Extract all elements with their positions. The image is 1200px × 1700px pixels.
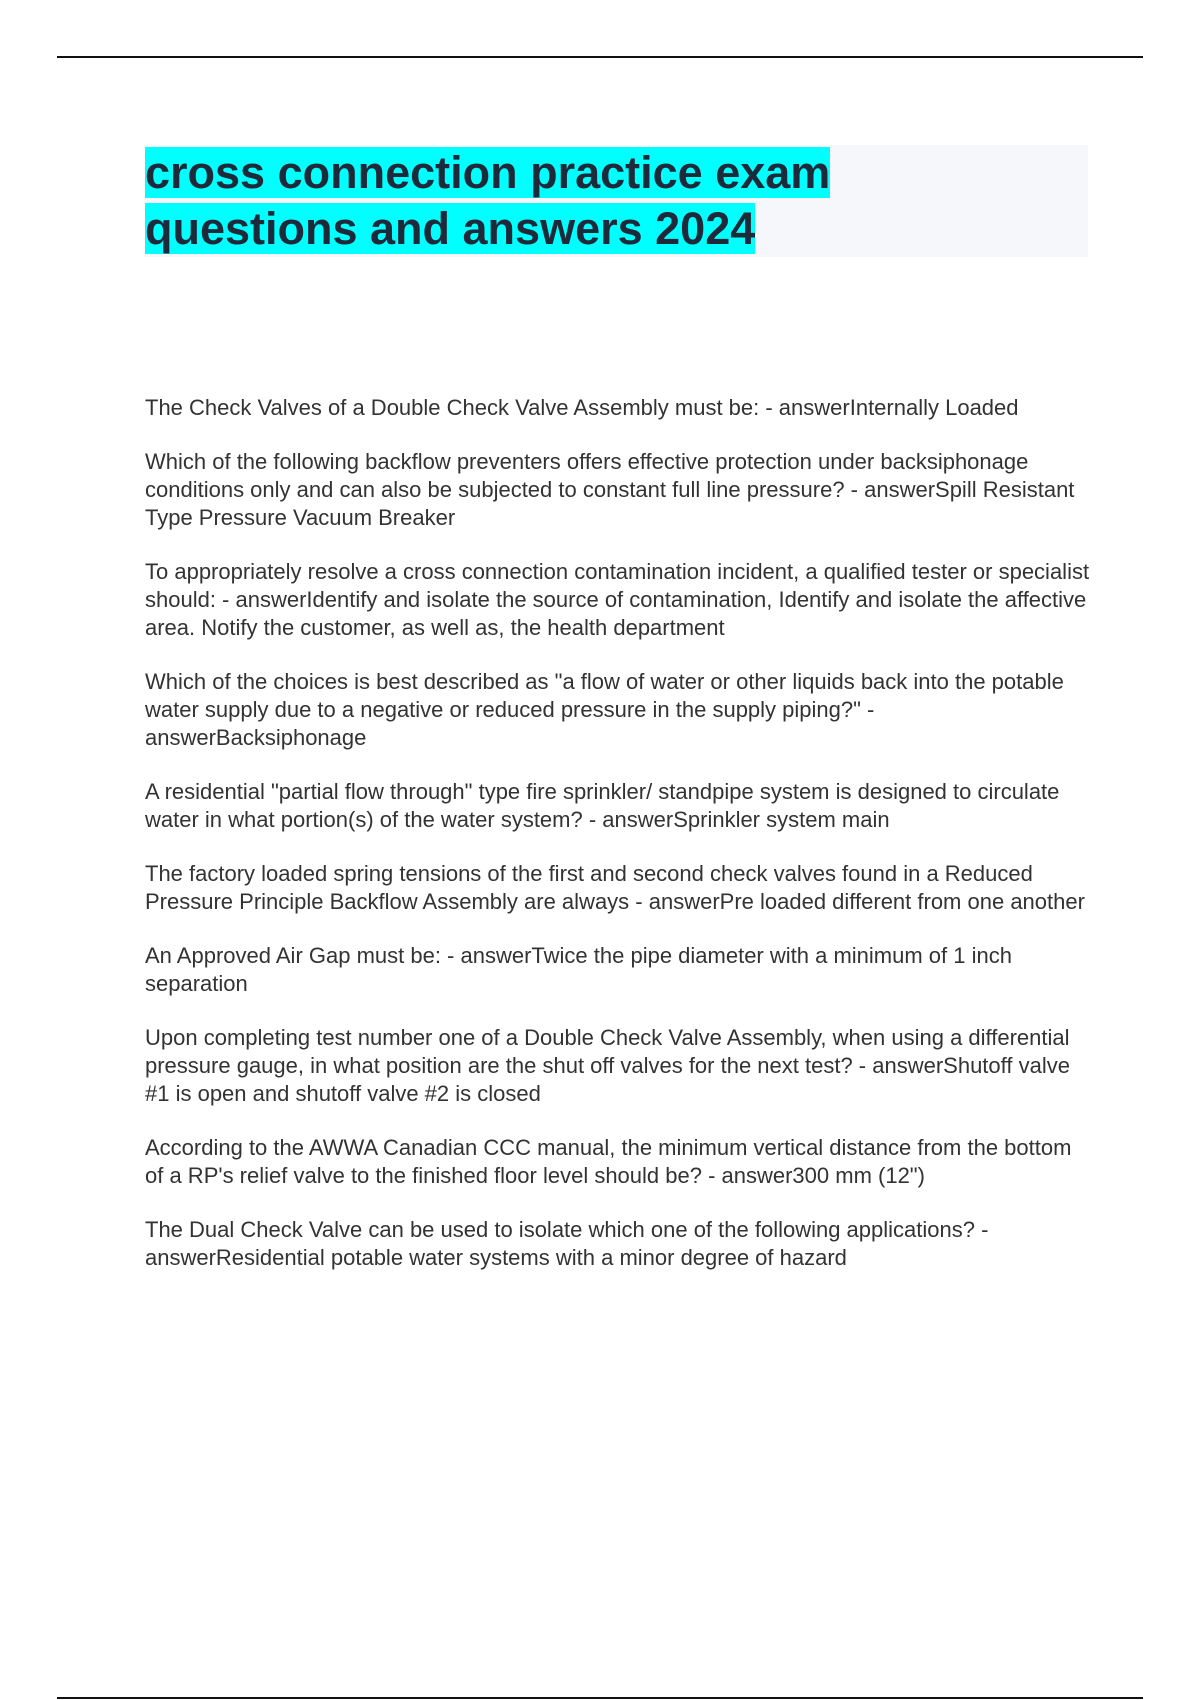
- qa-item-10: The Dual Check Valve can be used to isolate which one of the following applications? - answerResidential potable water systems with a minor degree of hazard: [145, 1217, 989, 1270]
- qa-item-2: Which of the following backflow preventers offers effective protection under backsiphonage conditions only and can also be subjected to constant full line pressure? - answerSpill Resistant Type Pressure Vacuum Breaker: [145, 449, 1075, 530]
- qa-list: [145, 394, 1095, 1298]
- title-line-2: questions and answers 2024: [145, 203, 756, 254]
- title-line-1: cross connection practice exam: [145, 147, 831, 198]
- bottom-divider: [57, 1697, 1143, 1699]
- top-divider: [57, 56, 1143, 58]
- qa-item-1: The Check Valves of a Double Check Valve Assembly must be: - answerInternally Loaded: [145, 395, 1019, 420]
- qa-item-4: Which of the choices is best described as "a flow of water or other liquids back into the potable water supply due to a negative or reduced pressure in the supply piping?" - answerBacksiphonage: [145, 669, 1064, 750]
- page-title: [145, 145, 1088, 257]
- qa-item-6: The factory loaded spring tensions of the first and second check valves found in a Reduced Pressure Principle Backflow Assembly are always - answerPre loaded different from one another: [145, 861, 1085, 914]
- qa-item-7: An Approved Air Gap must be: - answerTwice the pipe diameter with a minimum of 1 inch separation: [145, 943, 1012, 996]
- qa-item-9: According to the AWWA Canadian CCC manual, the minimum vertical distance from the bottom of a RP's relief valve to the finished floor level should be? - answer300 mm (12"): [145, 1135, 1072, 1188]
- qa-item-8: Upon completing test number one of a Double Check Valve Assembly, when using a differential pressure gauge, in what position are the shut off valves for the next test? - answerShutoff valve #1 is open and shutoff valve #2 is closed: [145, 1025, 1070, 1106]
- title-block: [145, 145, 1088, 257]
- qa-item-5: A residential "partial flow through" type fire sprinkler/ standpipe system is designed to circulate water in what portion(s) of the water system? - answerSprinkler system main: [145, 779, 1060, 832]
- qa-item-3: To appropriately resolve a cross connection contamination incident, a qualified tester or specialist should: - answerIdentify and isolate the source of contamination, Identify and isolate the affective area. Notify the customer, as well as, the health department: [145, 559, 1090, 640]
